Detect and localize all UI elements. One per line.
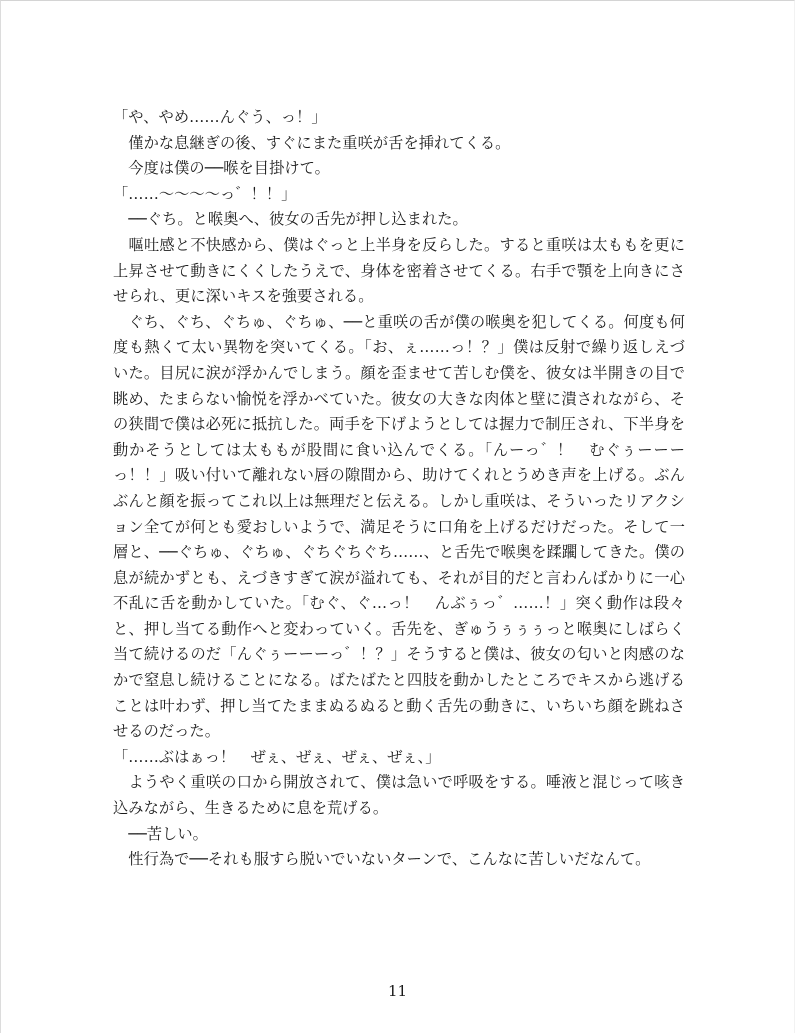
dialogue-line: 「……〜〜〜〜っ゛！！」 bbox=[113, 184, 297, 203]
narrative-line: 性行為で──それも服すら脱いでいないターンで、こんなに苦しいだなんて。 bbox=[113, 850, 651, 869]
narrative-line: 今度は僕の──喉を目掛けて。 bbox=[113, 159, 330, 178]
narrative-paragraph: ようやく重咲の口から開放されて、僕は急いで呼吸をする。唾液と混じって咳き込みながら、生きるために息を荒げる。 bbox=[113, 773, 685, 818]
dialogue-line: 「や、やめ……んぐう、っ！」 bbox=[113, 108, 327, 126]
narrative-line: 僅かな息継ぎの後、すぐにまた重咲が舌を挿れてくる。 bbox=[113, 133, 511, 152]
narrative-line: ──苦しい。 bbox=[113, 824, 208, 843]
page-text-block bbox=[113, 105, 685, 873]
narrative-paragraph: 嘔吐感と不快感から、僕はぐっと上半身を反らした。すると重咲は太ももを更に上昇させて動きにくくしたうえで、身体を密着させてくる。右手で顎を上向きにさせられ、更に深いキスを強要される。 bbox=[113, 235, 685, 306]
narrative-line: ──ぐち。と喉奥へ、彼女の舌先が押し込まれた。 bbox=[113, 210, 468, 229]
dialogue-line: 「……ぶはぁっ！ ぜぇ、ぜぇ、ぜぇ、ぜぇ、」 bbox=[113, 747, 441, 766]
page-number: 11 bbox=[387, 982, 408, 1000]
narrative-paragraph-main: ぐち、ぐち、ぐちゅ、ぐちゅ、──と重咲の舌が僕の喉奥を犯してくる。何度も何度も熱くて太い異物を突いてくる。「お、ぇ……っ！？」僕は反射で繰り返しえづいた。目尻に涙が浮かんでしまう。顔を歪ませて苦しむ僕を、彼女は半開きの目で眺め、たまらない愉悦を浮かべていた。彼女の大きな肉体と壁に潰されながら、その狭間で僕は必死に抵抗した。両手を下げようとしては握力で制圧され、下半身を動かそうとしては太ももが股間に食い込んでくる。「んーっ゛！ むぐぅーーーっ！！」吸い付いて離れない唇の隙間から、助けてくれとうめき声を上げる。ぶんぶんと顔を振ってこれ以上は無理だと伝える。しかし重咲は、そういったリアクション全てが何とも愛おしいようで、満足そうに口角を上げるだけだった。そして一層と、──ぐちゅ、ぐちゅ、ぐちぐちぐち……、と舌先で喉奥を蹂躙してきた。僕の息が続かずとも、えづきすぎて涙が溢れても、それが目的だと言わんばかりに一心不乱に舌を動かしていた。「むぐ、ぐ…っ！ んぶぅっ゛……！」突く動作は段々と、押し当てる動作へと変わっていく。舌先を、ぎゅうぅぅぅっと喉奥にしばらく当て続けるのだ「んぐぅーーーっ゛！？」そうすると僕は、彼女の匂いと肉感のなかで窒息し続けることになる。ばたばたと四肢を動かしたところでキスから逃げることは叶わず、押し当てたままぬるぬると動く舌先の動きに、いちいち顔を跳ねさせるのだった。 bbox=[113, 312, 685, 741]
